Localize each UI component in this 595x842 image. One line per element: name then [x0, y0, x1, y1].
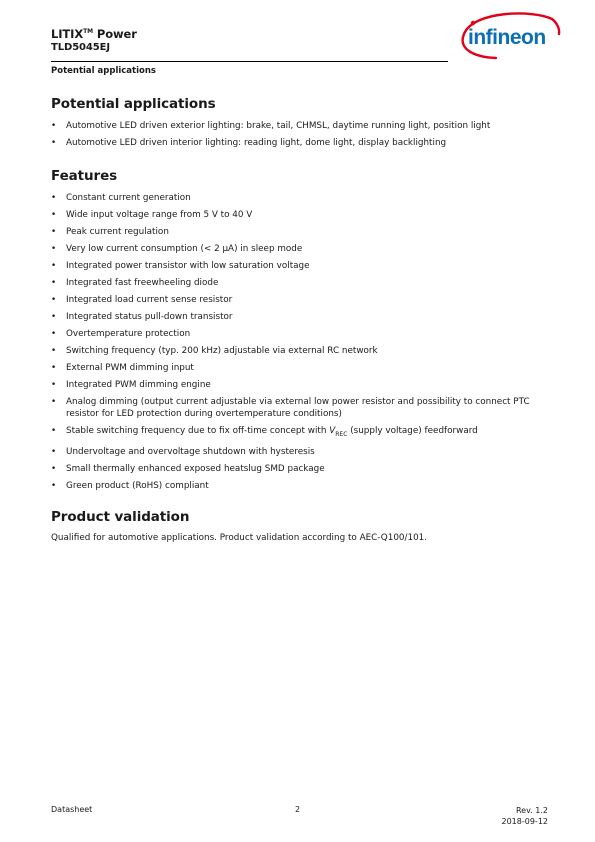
footer-date: 2018-09-12	[501, 817, 548, 826]
list-item: • Integrated load current sense resistor	[51, 294, 551, 306]
list-item: • Automotive LED driven interior lighting: reading light, dome light, display backlighting	[51, 137, 551, 149]
potential-applications-list	[51, 120, 551, 154]
potential-applications-title: Potential applications	[51, 96, 216, 112]
footer-revision: Rev. 1.2	[515, 806, 548, 815]
list-item-vrec: • Stable switching frequency due to fix off-time concept with $V_{REC}$ (supply voltage) feedforward	[51, 425, 551, 441]
trademark-mark: TM	[83, 28, 93, 36]
header-divider	[51, 61, 448, 62]
infineon-logo	[456, 12, 562, 60]
header-section-name: Potential applications	[51, 66, 156, 76]
list-item: • Analog dimming (output current adjustable via external low power resistor and possibility to connect PTC resistor for LED protection during overtemperature conditions)	[51, 396, 551, 420]
part-number: TLD5045EJ	[51, 42, 110, 53]
footer-page-number: 2	[295, 805, 301, 814]
list-item: • External PWM dimming input	[51, 362, 551, 374]
logo-wordmark: infineon	[468, 26, 546, 49]
list-item: • Overtemperature protection	[51, 328, 551, 340]
footer-doc-type: Datasheet	[51, 805, 93, 814]
list-item: • Automotive LED driven exterior lighting: brake, tail, CHMSL, daytime running light, position light	[51, 120, 551, 132]
product-line-title: LITIX™ Power	[51, 27, 137, 41]
features-list	[51, 192, 551, 497]
list-item: • Integrated PWM dimming engine	[51, 379, 551, 391]
list-item: • Very low current consumption (< 2 µA) in sleep mode	[51, 243, 551, 255]
list-item: • Peak current regulation	[51, 226, 551, 238]
list-item: • Integrated power transistor with low saturation voltage	[51, 260, 551, 272]
product-validation-title: Product validation	[51, 509, 190, 525]
list-item: • Small thermally enhanced exposed heatslug SMD package	[51, 463, 551, 475]
list-item: • Integrated fast freewheeling diode	[51, 277, 551, 289]
list-item: • Wide input voltage range from 5 V to 40 V	[51, 209, 551, 221]
list-item: • Switching frequency (typ. 200 kHz) adjustable via external RC network	[51, 345, 551, 357]
list-item: • Undervoltage and overvoltage shutdown with hysteresis	[51, 446, 551, 458]
product-validation-text: Qualified for automotive applications. Product validation according to AEC-Q100/101.	[51, 533, 428, 543]
list-item: • Integrated status pull-down transistor	[51, 311, 551, 323]
list-item: • Constant current generation	[51, 192, 551, 204]
features-title: Features	[51, 168, 118, 184]
footer-revision-block	[502, 805, 549, 827]
list-item: • Green product (RoHS) compliant	[51, 480, 551, 492]
